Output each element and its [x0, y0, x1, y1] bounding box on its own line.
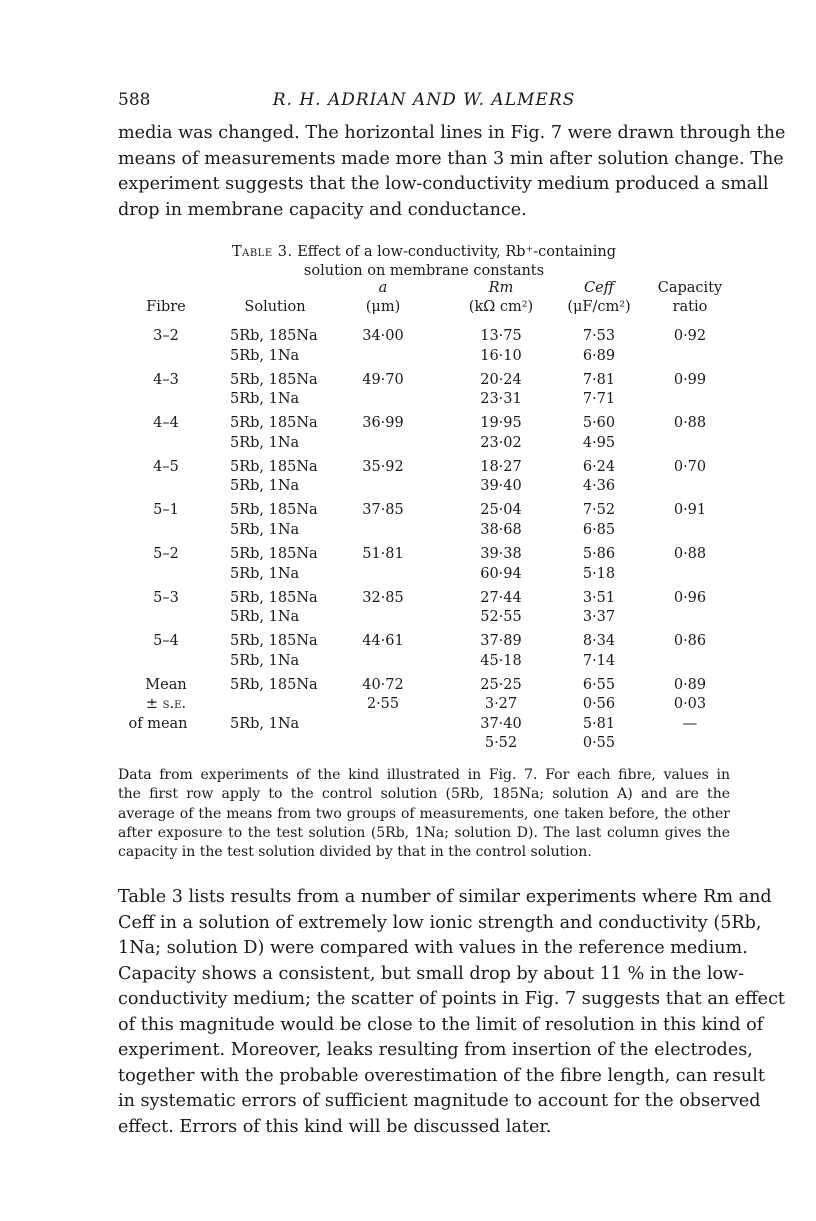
- cell-solution-control: 5Rb, 185Na: [230, 458, 318, 475]
- cell-rm-test: 23·31: [480, 391, 522, 408]
- cell-rm-control: 20·24: [480, 371, 522, 388]
- summary-label-mean: Mean: [145, 676, 187, 693]
- summary-ratio: 0·89: [673, 676, 707, 693]
- cell-rm-test: 60·94: [480, 565, 522, 582]
- summary-solution-control: 5Rb, 185Na: [230, 676, 318, 693]
- header-ratio-line2: ratio: [672, 299, 708, 315]
- cell-rm-control: 37·89: [480, 633, 522, 650]
- cell-ceff-test: 6·89: [582, 347, 616, 364]
- table-row: [118, 521, 730, 540]
- cell-solution-control: 5Rb, 185Na: [230, 328, 318, 344]
- cell-fibre: 3–2: [153, 328, 179, 344]
- paragraph-line: experiment suggests that the low-conductivity medium produced a small: [118, 174, 769, 194]
- footnote-line: capacity in the test solution divided by that in the control solution.: [118, 844, 592, 861]
- cell-solution-control: 5Rb, 185Na: [230, 589, 318, 606]
- table-row: [118, 734, 730, 753]
- table-row: [118, 589, 730, 608]
- summary-solution-test: 5Rb, 1Na: [230, 715, 300, 732]
- table-row: [118, 414, 730, 433]
- cell-fibre: 5–3: [153, 589, 179, 606]
- cell-radius: 44·61: [362, 633, 404, 650]
- paragraph-intro: [118, 121, 786, 223]
- summary-ceff: 6·55: [582, 676, 616, 693]
- table-row: [118, 565, 730, 584]
- table-caption-title: Effect of a low-conductivity, Rb⁺-containing: [297, 244, 617, 260]
- table-row: [118, 545, 730, 564]
- cell-ceff-control: 3·51: [582, 589, 616, 606]
- cell-ceff-control: 5·86: [582, 546, 616, 562]
- paragraph-line: Capacity shows a consistent, but small drop by about 11 % in the low-: [118, 963, 745, 984]
- table-row: [118, 715, 730, 734]
- cell-ceff-test: 6·85: [582, 521, 616, 538]
- cell-rm-control: 27·44: [480, 589, 522, 606]
- summary-radius-mean: 40·72: [362, 676, 404, 693]
- paragraph-discussion: [118, 885, 785, 1140]
- cell-solution-test: 5Rb, 1Na: [230, 478, 300, 495]
- running-head-authors: R. H. ADRIAN AND W. ALMERS: [272, 90, 576, 110]
- footnote-line: average of the means from two groups of measurements, one taken before, the other: [118, 805, 730, 822]
- cell-ceff-control: 7·52: [582, 502, 616, 519]
- paragraph-line: means of measurements made more than 3 min after solution change. The: [118, 148, 784, 169]
- cell-fibre: 5–2: [153, 546, 179, 562]
- cell-ceff-test: 4·95: [582, 434, 616, 451]
- cell-ceff-test: 3·37: [582, 609, 616, 626]
- running-head: [118, 90, 730, 114]
- cell-solution-control: 5Rb, 185Na: [230, 415, 318, 432]
- cell-ceff-test: 7·71: [582, 391, 616, 408]
- table-row: [118, 676, 730, 695]
- cell-solution-test: 5Rb, 1Na: [230, 391, 300, 408]
- cell-solution-control: 5Rb, 185Na: [230, 502, 318, 519]
- cell-capacity-ratio: 0·96: [673, 589, 707, 606]
- cell-rm-control: 25·04: [480, 502, 522, 519]
- table-footnote: [118, 766, 730, 862]
- table-header: [118, 279, 730, 321]
- summary-ceff: 5·81: [582, 715, 616, 732]
- header-a-symbol: a: [378, 280, 388, 296]
- header-solution: Solution: [244, 299, 306, 315]
- summary-rm: 5·52: [484, 735, 518, 752]
- table-row: [118, 347, 730, 366]
- header-ceff-symbol: Ceff: [584, 280, 614, 296]
- table-caption-label: Table 3.: [231, 244, 293, 260]
- summary-rm: 37·40: [480, 715, 522, 732]
- paragraph-line: experiment. Moreover, leaks resulting from insertion of the electrodes,: [118, 1040, 753, 1060]
- cell-fibre: 4–5: [153, 458, 179, 475]
- summary-rm: 3·27: [484, 696, 518, 713]
- cell-solution-control: 5Rb, 185Na: [230, 371, 318, 388]
- footnote-line: the first row apply to the control solution (5Rb, 185Na; solution A) and are the: [118, 786, 730, 803]
- cell-rm-control: 13·75: [480, 328, 522, 344]
- cell-radius: 49·70: [362, 371, 404, 388]
- summary-radius-se: 2·55: [366, 696, 400, 713]
- cell-ceff-test: 7·14: [582, 652, 616, 669]
- paragraph-line: Table 3 lists results from a number of similar experiments where Rm and: [118, 887, 772, 907]
- header-ratio-line1: Capacity: [657, 280, 723, 296]
- page-number: 588: [118, 90, 151, 110]
- summary-ceff: 0·55: [582, 735, 616, 752]
- table-row: [118, 608, 730, 627]
- table-row: [118, 652, 730, 671]
- cell-radius: 35·92: [362, 458, 404, 475]
- cell-ceff-test: 5·18: [582, 565, 616, 582]
- cell-capacity-ratio: 0·91: [673, 502, 707, 519]
- summary-ratio: —: [682, 715, 698, 732]
- cell-solution-control: 5Rb, 185Na: [230, 633, 318, 650]
- cell-ceff-control: 7·53: [582, 328, 616, 344]
- table-row: [118, 434, 730, 453]
- cell-ceff-control: 8·34: [582, 633, 616, 650]
- cell-rm-test: 45·18: [480, 652, 522, 669]
- header-rm-unit: (kΩ cm²): [468, 299, 534, 315]
- cell-ceff-control: 6·24: [582, 458, 616, 475]
- cell-rm-control: 39·38: [480, 546, 522, 562]
- cell-rm-test: 39·40: [480, 478, 522, 495]
- cell-radius: 34·00: [362, 328, 404, 344]
- table-row: [118, 371, 730, 390]
- table-row: [118, 695, 730, 714]
- cell-solution-control: 5Rb, 185Na: [230, 546, 318, 562]
- cell-radius: 37·85: [362, 502, 404, 519]
- cell-rm-control: 18·27: [480, 458, 522, 475]
- paragraph-line: conductivity medium; the scatter of points in Fig. 7 suggests that an effect: [118, 989, 785, 1009]
- cell-rm-test: 23·02: [480, 434, 522, 451]
- cell-fibre: 5–4: [153, 633, 179, 650]
- cell-solution-test: 5Rb, 1Na: [230, 347, 300, 364]
- cell-solution-test: 5Rb, 1Na: [230, 521, 300, 538]
- cell-capacity-ratio: 0·99: [673, 371, 707, 388]
- table-row: [118, 327, 730, 346]
- cell-capacity-ratio: 0·88: [673, 546, 707, 562]
- cell-rm-test: 38·68: [480, 521, 522, 538]
- table-row: [118, 632, 730, 651]
- cell-fibre: 4–4: [153, 415, 179, 432]
- header-a-unit: (μm): [365, 299, 401, 315]
- table-caption-line2: solution on membrane constants: [303, 263, 545, 279]
- summary-label-of-mean: of mean: [128, 715, 188, 732]
- summary-label-se: ± s.e.: [145, 696, 187, 713]
- paragraph-line: effect. Errors of this kind will be discussed later.: [118, 1116, 552, 1137]
- summary-ceff: 0·56: [582, 696, 616, 713]
- cell-ceff-control: 5·60: [582, 415, 616, 432]
- paragraph-line: Ceff in a solution of extremely low ionic strength and conductivity (5Rb,: [118, 912, 762, 933]
- header-fibre: Fibre: [146, 299, 186, 315]
- cell-fibre: 4–3: [153, 371, 179, 388]
- cell-fibre: 5–1: [153, 502, 179, 519]
- cell-ceff-control: 7·81: [582, 371, 616, 388]
- cell-capacity-ratio: 0·88: [673, 415, 707, 432]
- cell-capacity-ratio: 0·70: [673, 458, 707, 475]
- cell-solution-test: 5Rb, 1Na: [230, 652, 300, 669]
- paragraph-line: of this magnitude would be close to the limit of resolution in this kind of: [118, 1014, 764, 1035]
- cell-radius: 32·85: [362, 589, 404, 606]
- cell-rm-control: 19·95: [480, 415, 522, 432]
- cell-solution-test: 5Rb, 1Na: [230, 434, 300, 451]
- cell-rm-test: 16·10: [480, 347, 522, 364]
- cell-solution-test: 5Rb, 1Na: [230, 565, 300, 582]
- table-row: [118, 501, 730, 520]
- cell-radius: 36·99: [362, 415, 404, 432]
- header-rm-symbol: Rm: [488, 280, 514, 296]
- paragraph-line: 1Na; solution D) were compared with values in the reference medium.: [118, 938, 748, 958]
- cell-solution-test: 5Rb, 1Na: [230, 609, 300, 626]
- table-row: [118, 390, 730, 409]
- cell-radius: 51·81: [362, 546, 404, 562]
- table-caption: [118, 243, 730, 281]
- cell-rm-test: 52·55: [480, 609, 522, 626]
- footnote-line: Data from experiments of the kind illustrated in Fig. 7. For each fibre, values in: [118, 767, 730, 783]
- cell-ceff-test: 4·36: [582, 478, 616, 495]
- paragraph-line: drop in membrane capacity and conductance.: [118, 199, 527, 220]
- cell-capacity-ratio: 0·86: [673, 633, 707, 650]
- footnote-line: after exposure to the test solution (5Rb, 1Na; solution D). The last column gives the: [118, 824, 730, 841]
- table-row: [118, 477, 730, 496]
- table-row: [118, 458, 730, 477]
- paragraph-line: in systematic errors of sufficient magnitude to account for the observed: [118, 1091, 761, 1111]
- cell-capacity-ratio: 0·92: [673, 328, 707, 344]
- summary-ratio: 0·03: [673, 696, 707, 713]
- paragraph-line: media was changed. The horizontal lines in Fig. 7 were drawn through the: [118, 123, 786, 143]
- paragraph-line: together with the probable overestimation of the fibre length, can result: [118, 1065, 765, 1086]
- header-ceff-unit: (μF/cm²): [567, 299, 631, 315]
- summary-rm: 25·25: [480, 676, 522, 693]
